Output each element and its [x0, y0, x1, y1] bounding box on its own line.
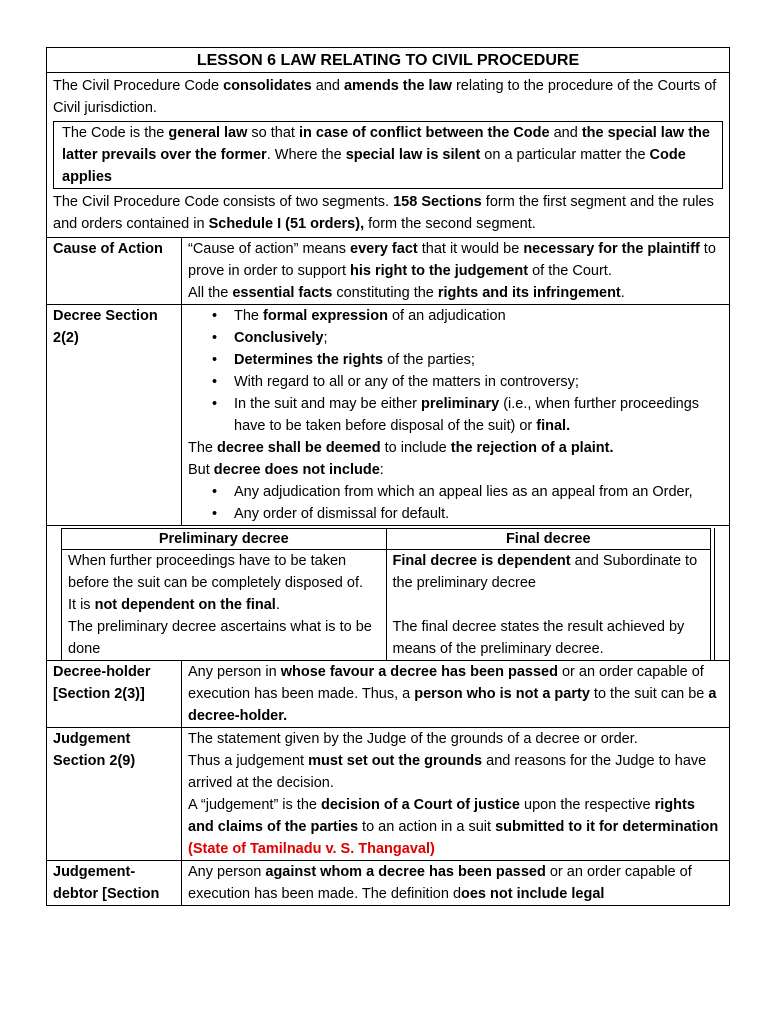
- row-judgement-debtor: [47, 860, 729, 905]
- row-content: Any person in whose favour a decree has been passed or an order capable of execution has been made. Thus, a person who is not a party to the suit can be a decree-holder.: [188, 664, 717, 724]
- row-comparison: [47, 525, 729, 660]
- list-item: • Determines the rights of the parties;: [234, 349, 723, 371]
- header-preliminary-decree: Preliminary decree: [62, 529, 387, 549]
- decree-deemed: The decree shall be deemed to include the rejection of a plaint.: [188, 440, 614, 456]
- row-content: [182, 305, 729, 525]
- row-label: Decree-holder [Section 2(3)]: [47, 661, 182, 727]
- comparison-wrapper: [47, 528, 729, 660]
- decree-exclusions: But decree does not include:: [188, 462, 384, 478]
- comparison-table: [61, 528, 711, 660]
- row-content: Any person against whom a decree has been passed or an order capable of execution has been made. The definition does not include legal: [188, 864, 692, 902]
- header-final-decree: Final decree: [505, 531, 591, 547]
- notes-table: [46, 47, 730, 906]
- list-item: • Conclusively;: [234, 327, 723, 349]
- row-label: Judgement Section 2(9): [47, 728, 182, 860]
- decree-definition-list: [188, 305, 723, 437]
- decree-exclusion-list: [188, 481, 723, 525]
- list-item: • In the suit and may be either preliminary (i.e., when further proceedings have to be taken before disposal of the suit) or final.: [234, 393, 723, 437]
- intro-paragraph: The Civil Procedure Code consolidates and amends the law relating to the procedure of the Courts of Civil jurisdiction.: [53, 78, 717, 116]
- list-item: • Any order of dismissal for default.: [234, 503, 723, 525]
- row-judgement: [47, 727, 729, 860]
- row-content: The statement given by the Judge of the grounds of a decree or order. Thus a judgement must set out the grounds and reasons for the Judge to have arrived at the decision. A “judgement” is the decision of a Court of justice upon the respective rights and claims of the parties to an action in a suit submitted to it for determination (State of Tamilnadu v. S. Thangaval): [188, 731, 719, 857]
- segments-paragraph: The Civil Procedure Code consists of two segments. 158 Sections form the first segment and the rules and orders contained in Schedule I (51 orders), form the second segment.: [53, 194, 714, 232]
- case-citation: (State of Tamilnadu v. S. Thangaval): [188, 841, 435, 857]
- row-label: Decree Section 2(2): [47, 305, 182, 525]
- preliminary-decree-cell: When further proceedings have to be taken before the suit can be completely disposed of. It is not dependent on the final. The preliminary decree ascertains what is to be done: [62, 550, 387, 660]
- final-decree-cell: Final decree is dependent and Subordinate to the preliminary decree The final decree states the result achieved by means of the preliminary decree.: [392, 553, 698, 657]
- row-cause-of-action: [47, 237, 729, 304]
- page-title: LESSON 6 LAW RELATING TO CIVIL PROCEDURE: [47, 48, 729, 73]
- comparison-header: [62, 529, 710, 550]
- row-label: Judgement-debtor [Section: [47, 861, 182, 905]
- list-item: • Any adjudication from which an appeal lies as an appeal from an Order,: [234, 481, 723, 503]
- row-content: “Cause of action” means every fact that it would be necessary for the plaintiff to prove in order to support his right to the judgement of the Court. All the essential facts constituting the rights and its infringement.: [188, 241, 716, 301]
- row-decree-holder: [47, 660, 729, 727]
- list-item: • With regard to all or any of the matters in controversy;: [234, 371, 723, 393]
- row-label: Cause of Action: [47, 238, 182, 304]
- comparison-body: [62, 550, 710, 660]
- document-page: [46, 47, 730, 1024]
- row-decree: [47, 304, 729, 525]
- general-law-box: The Code is the general law so that in case of conflict between the Code and the special law the latter prevails over the former. Where the special law is silent on a particular matter the Code applies: [53, 121, 723, 189]
- list-item: • The formal expression of an adjudication: [234, 305, 723, 327]
